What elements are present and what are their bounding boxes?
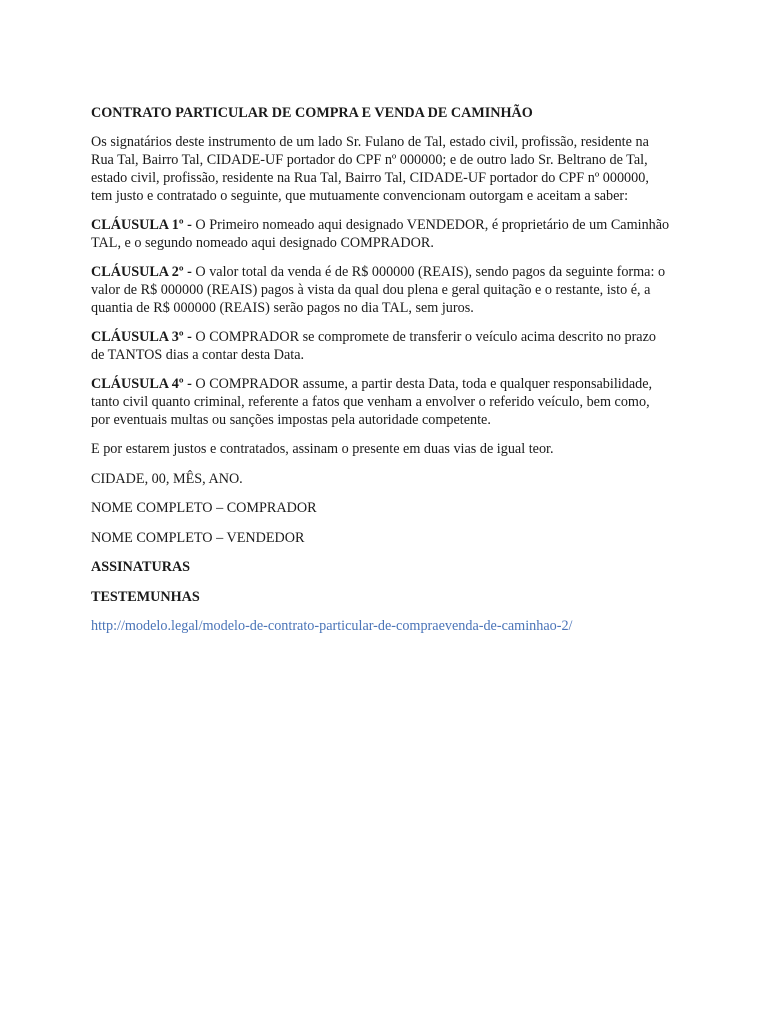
clause-2-label: CLÁUSULA 2º -	[91, 264, 192, 280]
witnesses-heading: TESTEMUNHAS	[91, 588, 200, 605]
contract-title: CONTRATO PARTICULAR DE COMPRA E VENDA DE CAMINHÃO	[91, 105, 533, 121]
clause-3-label: CLÁUSULA 3º -	[91, 329, 192, 345]
date-line: CIDADE, 00, MÊS, ANO.	[91, 470, 243, 487]
clause-2	[91, 263, 671, 317]
source-link[interactable]: http://modelo.legal/modelo-de-contrato-particular-de-compraevenda-de-caminhao-2/	[91, 618, 573, 634]
closing-paragraph: E por estarem justos e contratados, assinam o presente em duas vias de igual teor.	[91, 441, 554, 457]
clause-3	[91, 328, 671, 364]
clause-4	[91, 375, 671, 429]
clause-3-text: O COMPRADOR se compromete de transferir o veículo acima descrito no prazo de TANTOS dias a contar desta Data.	[91, 329, 656, 363]
buyer-name-line: NOME COMPLETO – COMPRADOR	[91, 500, 317, 516]
contract-document	[91, 104, 671, 635]
clause-1-text: O Primeiro nomeado aqui designado VENDEDOR, é proprietário de um Caminhão TAL, e o segundo nomeado aqui designado COMPRADOR.	[91, 217, 670, 251]
clause-4-label: CLÁUSULA 4º -	[91, 376, 192, 392]
clause-2-text: O valor total da venda é de R$ 000000 (REAIS), sendo pagos da seguinte forma: o valor de R$ 000000 (REAIS) pagos à vista da qual dou plena e geral quitação e o restante, isto é, a quantia de R$ 000000 (REAIS) serão pagos no dia TAL, sem juros.	[91, 264, 666, 316]
clause-1-label: CLÁUSULA 1º -	[91, 217, 192, 233]
intro-paragraph: Os signatários deste instrumento de um lado Sr. Fulano de Tal, estado civil, profissão, residente na Rua Tal, Bairro Tal, CIDADE-UF portador do CPF nº 000000; e de outro lado Sr. Beltrano de Tal, estado civil, profissão, residente na Rua Tal, Bairro Tal, CIDADE-UF portador do CPF nº 000000, tem justo e contratado o seguinte, que mutuamente convencionam outorgam e aceitam a saber:	[91, 134, 649, 204]
seller-name-line: NOME COMPLETO – VENDEDOR	[91, 529, 305, 546]
clause-1	[91, 216, 671, 252]
clause-4-text: O COMPRADOR assume, a partir desta Data, toda e qualquer responsabilidade, tanto civil quanto criminal, referente a fatos que venham a envolver o referido veículo, bem como, por eventuais multas ou sanções impostas pela autoridade competente.	[91, 376, 653, 428]
signatures-heading: ASSINATURAS	[91, 559, 191, 575]
